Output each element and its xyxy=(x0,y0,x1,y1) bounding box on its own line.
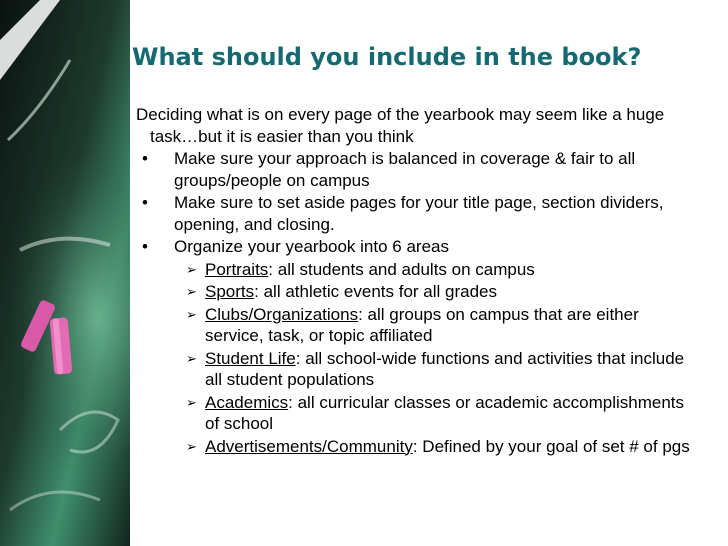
arrow-bullet-icon: ➢ xyxy=(186,394,197,410)
area-item-student-life xyxy=(136,348,696,391)
area-item-portraits xyxy=(136,259,696,281)
bullet-text: Make sure your approach is balanced in coverage & fair to all groups/people on campus xyxy=(174,149,636,190)
area-term[interactable]: Advertisements/Community xyxy=(205,436,413,456)
area-term[interactable]: Sports xyxy=(205,282,255,301)
area-desc: : all curricular classes or academic accomplishments of school xyxy=(205,392,684,433)
bullet-icon: • xyxy=(142,149,148,168)
area-term[interactable]: Clubs/Organizations xyxy=(205,304,359,324)
bullet-item xyxy=(136,148,696,191)
area-item-clubs xyxy=(136,304,696,347)
area-item-sports xyxy=(136,281,696,303)
area-item-academics xyxy=(136,392,696,435)
slide-title: What should you include in the book? xyxy=(132,43,642,71)
bullet-text: Make sure to set aside pages for your title page, section dividers, opening, and closing. xyxy=(174,193,664,234)
area-term[interactable]: Portraits xyxy=(205,259,269,279)
arrow-bullet-icon: ➢ xyxy=(186,261,197,277)
area-item-advertisements xyxy=(136,436,696,458)
area-term[interactable]: Student Life xyxy=(205,348,296,368)
bullet-text: Organize your yearbook into 6 areas xyxy=(174,237,449,256)
area-desc: : all school-wide functions and activities that include all student populations xyxy=(205,348,685,389)
bullet-item xyxy=(136,192,696,235)
area-desc: : all students and adults on campus xyxy=(268,259,535,279)
bullet-item xyxy=(136,236,696,258)
area-desc: : all groups on campus that are either service, task, or topic affiliated xyxy=(205,304,639,345)
arrow-bullet-icon: ➢ xyxy=(186,350,197,366)
area-term[interactable]: Academics xyxy=(205,392,289,412)
arrow-bullet-icon: ➢ xyxy=(186,306,197,322)
arrow-bullet-icon: ➢ xyxy=(186,284,197,299)
area-desc: : Defined by your goal of set # of pgs xyxy=(412,436,690,456)
area-desc: : all athletic events for all grades xyxy=(254,282,497,301)
bullet-icon: • xyxy=(142,237,148,256)
slide-body xyxy=(136,104,696,458)
arrow-bullet-icon: ➢ xyxy=(186,438,197,454)
bullet-icon: • xyxy=(142,193,148,212)
intro-text: Deciding what is on every page of the yearbook may seem like a huge task…but it is easier than you think xyxy=(136,105,665,146)
